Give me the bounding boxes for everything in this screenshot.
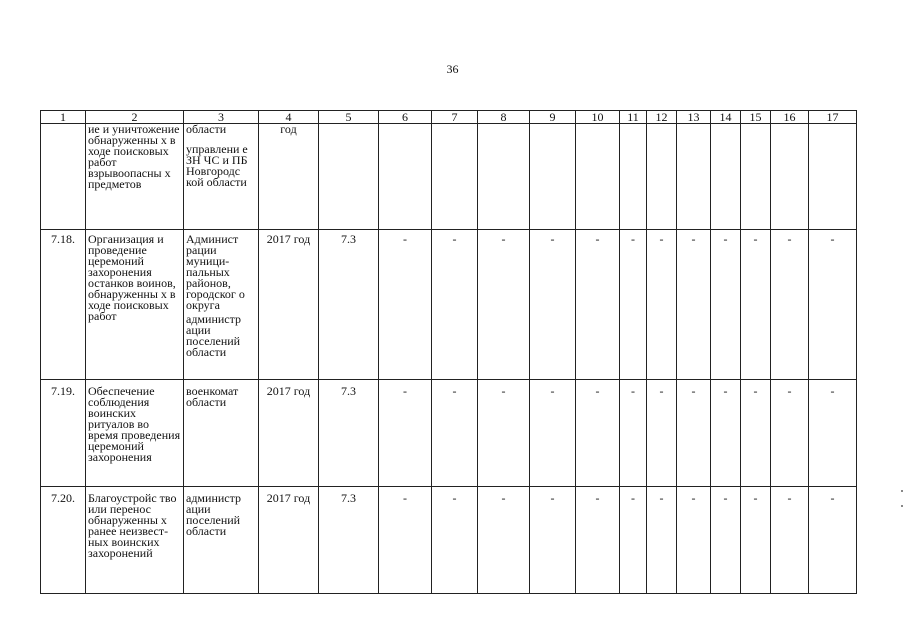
scan-speck — [901, 490, 903, 492]
executor-line: управлени е ЗН ЧС и ПБ Новгородс кой области — [186, 142, 248, 189]
executor — [184, 124, 259, 230]
column-header: 11 — [620, 111, 647, 124]
value-cell — [741, 124, 771, 230]
value-cell: - — [620, 487, 647, 594]
deadline: год — [259, 124, 319, 230]
column-header: 15 — [741, 111, 771, 124]
executor-line: Админист рации муници-пальных районов, городског о округа — [186, 232, 245, 312]
value-cell: - — [647, 230, 677, 380]
value-cell: - — [647, 487, 677, 594]
activity-name: ие и уничтожение обнаруженны х в ходе поисковых работ взрывоопасны х предметов — [86, 124, 184, 230]
value-cell: - — [432, 230, 478, 380]
value-cell: - — [771, 230, 809, 380]
value-cell: - — [432, 380, 478, 487]
value-cell — [379, 124, 432, 230]
column-header: 12 — [647, 111, 677, 124]
indicator: 7.3 — [319, 230, 379, 380]
indicator: 7.3 — [319, 380, 379, 487]
column-header: 6 — [379, 111, 432, 124]
program-table — [40, 110, 857, 594]
value-cell: - — [530, 230, 576, 380]
value-cell: - — [677, 487, 711, 594]
value-cell: - — [771, 487, 809, 594]
scan-speck — [901, 505, 903, 507]
value-cell: - — [711, 380, 741, 487]
executor-line: военкомат области — [186, 384, 239, 409]
executor — [184, 230, 259, 380]
value-cell: - — [620, 380, 647, 487]
value-cell — [530, 124, 576, 230]
value-cell — [711, 124, 741, 230]
activity-name: Организация и проведение церемоний захоронения останков воинов, обнаруженны х в ходе поисковых работ — [86, 230, 184, 380]
value-cell: - — [647, 380, 677, 487]
row-number: 7.19. — [41, 380, 86, 487]
column-header: 9 — [530, 111, 576, 124]
value-cell: - — [741, 487, 771, 594]
value-cell — [620, 124, 647, 230]
column-header: 8 — [478, 111, 530, 124]
value-cell: - — [478, 487, 530, 594]
value-cell: - — [530, 487, 576, 594]
value-cell: - — [809, 380, 857, 487]
value-cell — [432, 124, 478, 230]
value-cell: - — [677, 230, 711, 380]
executor-line: области — [186, 123, 227, 136]
column-header: 2 — [86, 111, 184, 124]
row-number: 7.18. — [41, 230, 86, 380]
value-cell: - — [379, 230, 432, 380]
column-header: 4 — [259, 111, 319, 124]
activity-name: Обеспечение соблюдения воинских ритуалов во время проведения церемоний захоронения — [86, 380, 184, 487]
value-cell: - — [711, 487, 741, 594]
column-header: 5 — [319, 111, 379, 124]
deadline: 2017 год — [259, 230, 319, 380]
column-header: 14 — [711, 111, 741, 124]
table-row — [41, 124, 857, 230]
value-cell — [771, 124, 809, 230]
column-header: 7 — [432, 111, 478, 124]
value-cell: - — [809, 487, 857, 594]
page-number: 36 — [446, 62, 459, 76]
value-cell — [809, 124, 857, 230]
column-header: 16 — [771, 111, 809, 124]
value-cell: - — [576, 487, 620, 594]
value-cell: - — [711, 230, 741, 380]
value-cell: - — [741, 380, 771, 487]
value-cell — [647, 124, 677, 230]
value-cell: - — [432, 487, 478, 594]
column-number-row — [41, 111, 857, 124]
value-cell: - — [379, 380, 432, 487]
table-row — [41, 230, 857, 380]
value-cell: - — [530, 380, 576, 487]
value-cell — [478, 124, 530, 230]
executor — [184, 380, 259, 487]
activity-name: Благоустройс тво или перенос обнаруженны х ранее неизвест-ных воинских захоронений — [86, 487, 184, 594]
executor-line: администр ации поселений области — [186, 312, 242, 359]
column-header: 10 — [576, 111, 620, 124]
value-cell: - — [478, 380, 530, 487]
deadline: 2017 год — [259, 487, 319, 594]
value-cell — [677, 124, 711, 230]
deadline: 2017 год — [259, 380, 319, 487]
row-number — [41, 124, 86, 230]
column-header: 3 — [184, 111, 259, 124]
value-cell: - — [620, 230, 647, 380]
value-cell — [576, 124, 620, 230]
value-cell: - — [741, 230, 771, 380]
value-cell: - — [379, 487, 432, 594]
indicator — [319, 124, 379, 230]
executor — [184, 487, 259, 594]
table-row — [41, 380, 857, 487]
executor-line: администр ации поселений области — [186, 491, 242, 538]
column-header: 17 — [809, 111, 857, 124]
column-header: 1 — [41, 111, 86, 124]
value-cell: - — [576, 380, 620, 487]
value-cell: - — [576, 230, 620, 380]
value-cell: - — [478, 230, 530, 380]
table-row — [41, 487, 857, 594]
indicator: 7.3 — [319, 487, 379, 594]
value-cell: - — [809, 230, 857, 380]
column-header: 13 — [677, 111, 711, 124]
row-number: 7.20. — [41, 487, 86, 594]
value-cell: - — [771, 380, 809, 487]
value-cell: - — [677, 380, 711, 487]
